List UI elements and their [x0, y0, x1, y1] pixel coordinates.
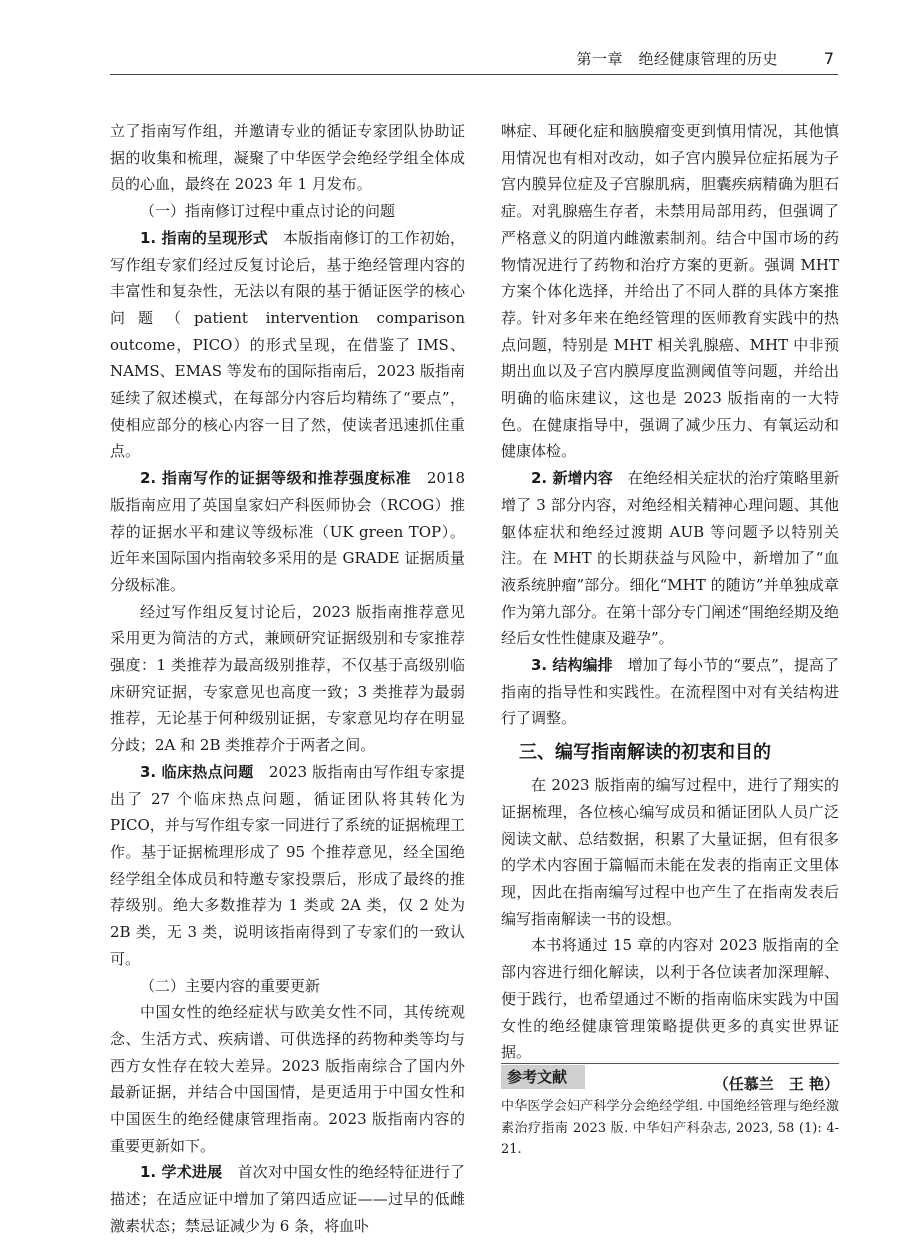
item-text-presentation-form: 本版指南修订的工作初始，写作组专家们经过反复讨论后，基于绝经管理内容的丰富性和复杂性，无法以有限的基于循证医学的核心问题（patient intervention comparison outcome，PICO）的形式呈现，在借鉴了 IMS、NAMS、EMAS 等发布的国际指南后，2023 版指南延续了叙述模式，在每部分内容后均精练了“要点”，使相应部分的核心内容一目了然，使读者迅速抓住重点。 — [110, 228, 465, 461]
section-heading-3: 三、编写指南解读的初衷和目的 — [519, 742, 771, 764]
item-text-evidence-grading: 2018 版指南应用了英国皇家妇产科医师协会（RCOG）推荐的证据水平和建议等级标准（UK green TOP）。近年来国际国内指南较多采用的是 GRADE 证据质量分级标准。 — [110, 469, 465, 594]
paragraph-evidence-grading — [110, 465, 465, 599]
paragraph-purpose-2: 本书将通过 15 章的内容对 2023 版指南的全部内容进行细化解读，以利于各位读者加深理解、便于践行，也希望通过不断的指南临床实践为中国女性的绝经健康管理策略提供更多的真实世界证据。 — [501, 936, 839, 1062]
paragraph-presentation-form — [110, 225, 465, 465]
item-text-clinical-hotspots: 2023 版指南由写作组专家提出了 27 个临床热点问题，循证团队将其转化为 PICO，并与写作组专家一同进行了系统的证据梳理工作。基于证据梳理形成了 95 个推荐意见，经全国绝经学组全体成员和特邀专家投票后，形成了最终的推荐级别。绝大多数推荐为 1 类或 2A 类，仅 2 处为 2B 类，无 3 类，说明该指南得到了专家们的一致认可。 — [110, 762, 466, 968]
paragraph-intro: 立了指南写作组，并邀请专业的循证专家团队协助证据的收集和梳理，凝聚了中华医学会绝经学组全体成员的心血，最终在 2023 年 1 月发布。 — [110, 122, 465, 194]
references-tag — [501, 1065, 585, 1089]
item-label-evidence-grading: 2. 指南写作的证据等级和推荐强度标准 — [140, 469, 412, 488]
running-header — [110, 47, 838, 73]
paragraph-updates-overview: 中国女性的绝经症状与欧美女性不同，其传统观念、生活方式、疾病谱、可供选择的药物种类等均与西方女性存在较大差异。2023 版指南综合了国内外最新证据，并结合中国国情，是更适用于中国女性和中国医生的绝经健康管理指南。2023 版指南内容的重要更新如下。 — [110, 1003, 465, 1155]
item-text-new-content: 在绝经相关症状的治疗策略里新增了 3 部分内容，对绝经相关精神心理问题、其他躯体症状和绝经过渡期 AUB 等问题予以特别关注。在 MHT 的长期获益与风险中，新增加了“血液系统肿瘤”部分。细化“MHT 的随访”并单独成章作为第九部分。在第十部分专门阐述“围绝经期及绝经后女性性健康及避孕”。 — [501, 469, 839, 648]
item-label-clinical-hotspots: 3. 临床热点问题 — [140, 762, 254, 781]
item-text-academic-progress: 首次对中国女性的绝经特征进行了描述；在适应证中增加了第四适应证——过早的低雌激素状态；禁忌证减少为 6 条，将血卟 — [110, 1163, 465, 1235]
item-label-presentation-form: 1. 指南的呈现形式 — [140, 228, 268, 247]
author-signature: （任慕兰 王 艳） — [713, 1074, 839, 1093]
right-column — [501, 118, 839, 1098]
subsection-title-1: （一）指南修订过程中重点讨论的问题 — [140, 202, 396, 221]
chapter-title: 第一章 绝经健康管理的历史 — [576, 50, 778, 68]
paragraph-structure — [501, 652, 839, 732]
item-label-structure: 3. 结构编排 — [531, 656, 613, 675]
subsection-title-2: （二）主要内容的重要更新 — [140, 976, 321, 995]
paragraph-continued: 啉症、耳硬化症和脑膜瘤变更到慎用情况，其他慎用情况也有相对改动，如子宫内膜异位症拓展为子宫内膜异位症及子宫腺肌病，胆囊疾病精确为胆石症。对乳腺癌生存者，未禁用局部用药，但强调了严格意义的阴道内雌激素制剂。结合中国市场的药物情况进行了药物和治疗方案的更新。强调 MHT 方案个体化选择，并给出了不同人群的具体方案推荐。针对多年来在绝经管理的医师教育实践中的热点问题，特别是 MHT 相关乳腺癌、MHT 中非预期出血以及子宫内膜厚度监测阈值等问题，并给出明确的临床建议，这也是 2023 版指南的一大特色。在健康指导中，强调了减少压力、有氧运动和健康体检。 — [501, 122, 839, 461]
reference-item: 中华医学会妇产科学分会绝经学组. 中国绝经管理与绝经激素治疗指南 2023 版. 中华妇产科杂志, 2023, 58 (1): 4-21. — [501, 1099, 839, 1157]
paragraph-recommendation-strength: 经过写作组反复讨论后，2023 版指南推荐意见采用更为简洁的方式，兼顾研究证据级别和专家推荐强度：1 类推荐为最高级别推荐，不仅基于高级别临床研究证据，专家意见也高度一致；3 类推荐为最弱推荐，无论基于何种级别证据，专家意见均存在明显分歧；2A 和 2B 类推荐介于两者之间。 — [110, 602, 465, 755]
item-label-academic-progress: 1. 学术进展 — [140, 1163, 223, 1182]
references-list — [501, 1096, 839, 1161]
paragraph-clinical-hotspots — [110, 759, 465, 973]
page-number: 7 — [823, 49, 834, 68]
references-title: 参考文献 — [507, 1068, 568, 1086]
header-rule — [110, 74, 838, 75]
paragraph-academic-progress — [110, 1159, 465, 1239]
item-text-structure: 增加了每小节的“要点”，提高了指南的指导性和实践性。在流程图中对有关结构进行了调整。 — [501, 656, 840, 728]
references-header — [501, 1063, 839, 1090]
item-label-new-content: 2. 新增内容 — [531, 469, 613, 488]
paragraph-purpose-1: 在 2023 版指南的编写过程中，进行了翔实的证据梳理，各位核心编写成员和循证团队人员广泛阅读文献、总结数据，积累了大量证据，但有很多的学术内容囿于篇幅而未能在发表的指南正文里体现，因此在指南编写过程中也产生了在指南发表后编写指南解读一书的设想。 — [501, 776, 839, 928]
left-column — [110, 118, 465, 1240]
paragraph-new-content — [501, 465, 839, 652]
